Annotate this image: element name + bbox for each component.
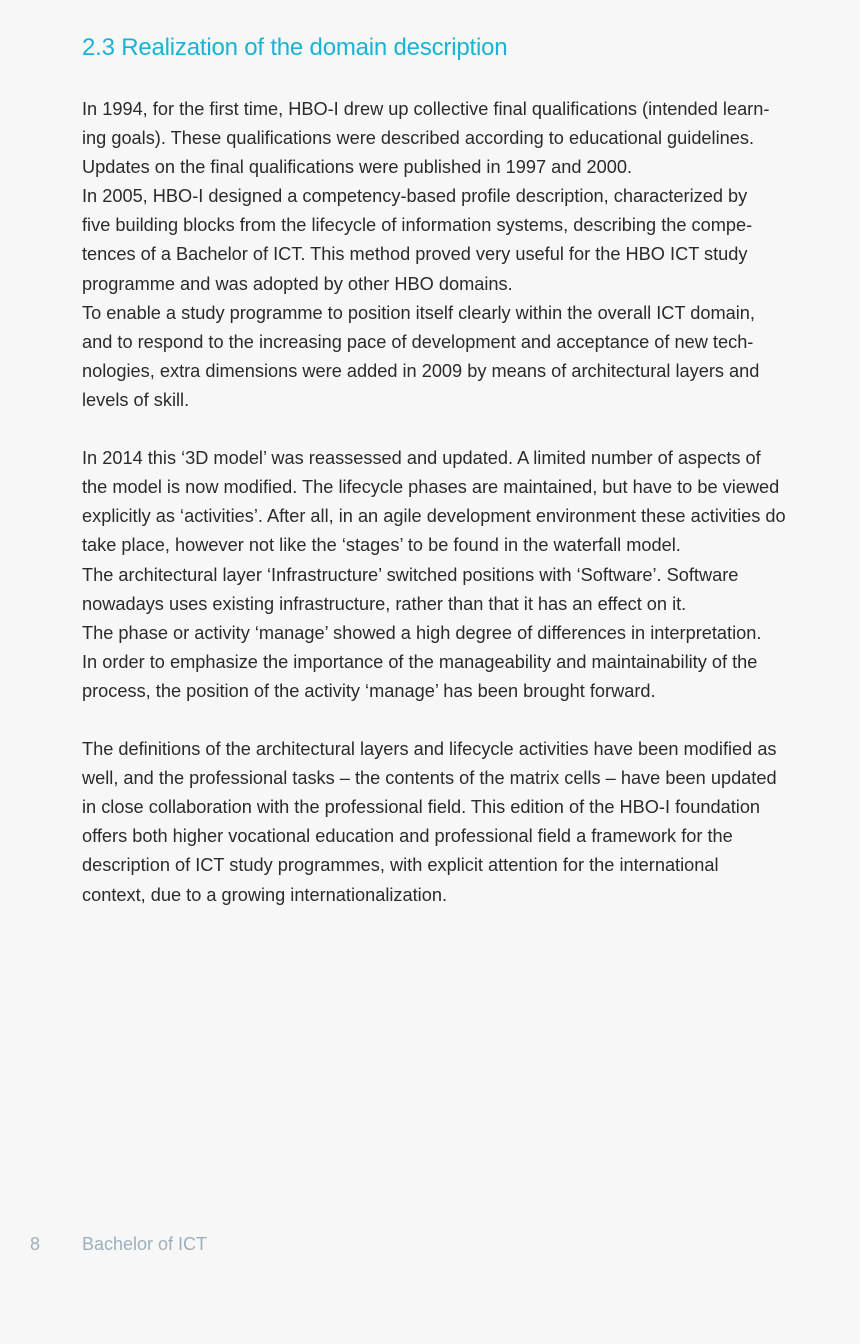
text-line: In 2014 this ‘3D model’ was reassessed and updated. A limited number of aspects of [82, 448, 761, 469]
text-line: In 1994, for the first time, HBO-I drew up collective final qualifications (intended learn- [82, 99, 770, 119]
text-line: To enable a study programme to position itself clearly within the overall ICT domain, [82, 302, 755, 323]
text-line: in close collaboration with the professional field. This edition of the HBO-I foundation [82, 797, 761, 818]
section-title: 2.3 Realization of the domain description [82, 34, 508, 61]
text-line: offers both higher vocational education and professional field a framework for the [82, 826, 733, 847]
text-line: well, and the professional tasks – the contents of the matrix cells – have been updated [82, 768, 777, 789]
text-line: In order to emphasize the importance of the manageability and maintainability of the [82, 651, 758, 672]
text-line: description of ICT study programmes, with explicit attention for the international [82, 855, 719, 876]
text-line: Updates on the final qualifications were published in 1997 and 2000. [82, 157, 633, 178]
footer-document-title: Bachelor of ICT [82, 1234, 208, 1254]
text-line: programme and was adopted by other HBO domains. [82, 273, 513, 294]
text-line: nologies, extra dimensions were added in 2009 by means of architectural layers and [82, 360, 760, 381]
text-line: and to respond to the increasing pace of development and acceptance of new tech- [82, 331, 754, 352]
text-line: The phase or activity ‘manage’ showed a high degree of differences in interpretation. [82, 622, 762, 643]
text-line: levels of skill. [82, 389, 190, 410]
paragraph-group-3 [82, 735, 838, 910]
body-text [82, 95, 838, 939]
text-line: five building blocks from the lifecycle of information systems, describing the compe- [82, 215, 753, 236]
text-line: the model is now modified. The lifecycle phases are maintained, but have to be viewed [82, 477, 780, 498]
text-line: take place, however not like the ‘stages’ to be found in the waterfall model. [82, 535, 681, 556]
paragraph-group-2 [82, 444, 838, 706]
page-number: 8 [30, 1234, 41, 1254]
text-line: process, the position of the activity ‘manage’ has been brought forward. [82, 680, 656, 701]
text-line: In 2005, HBO-I designed a competency-based profile description, characterized by [82, 186, 748, 207]
text-line: The architectural layer ‘Infrastructure’ switched positions with ‘Software’. Software [82, 564, 739, 585]
text-line: nowadays uses existing infrastructure, rather than that it has an effect on it. [82, 593, 687, 614]
text-line: tences of a Bachelor of ICT. This method proved very useful for the HBO ICT study [82, 244, 748, 265]
text-line: context, due to a growing internationalization. [82, 884, 447, 905]
text-line: explicitly as ‘activities’. After all, in an agile development environment these activities do [82, 506, 786, 527]
text-line: ing goals). These qualifications were described according to educational guidelines. [82, 128, 755, 149]
paragraph-group-1 [82, 95, 838, 415]
text-line: The definitions of the architectural layers and lifecycle activities have been modified as [82, 739, 777, 760]
